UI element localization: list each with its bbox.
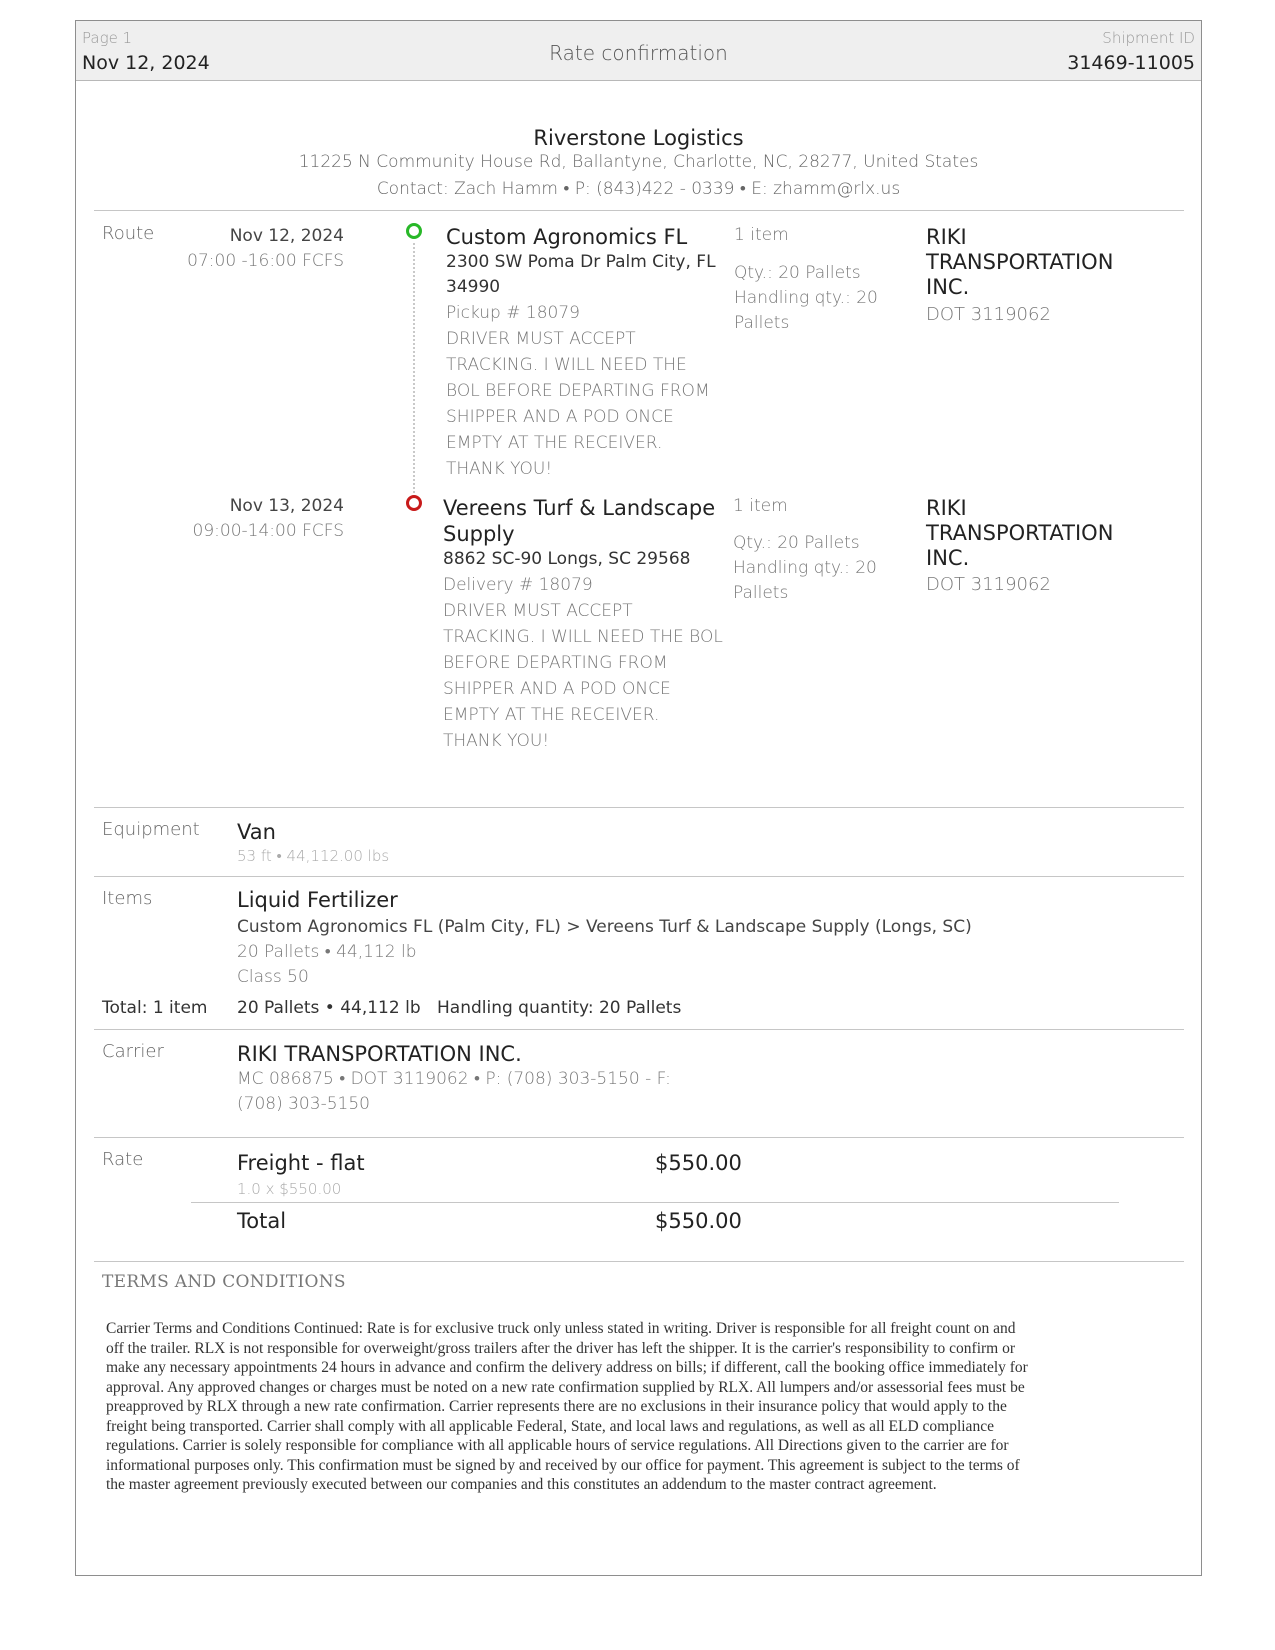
terms-heading: TERMS AND CONDITIONS [102, 1272, 346, 1292]
rate-line-calculation: 1.0 x $550.00 [237, 1180, 342, 1198]
terms-line: preapproved by RLX through a new rate confirmation. Carrier represents there are no exclusions in their insurance policy that would apply to the [106, 1398, 1007, 1415]
pickup-reference: Pickup # 18079 [446, 303, 580, 323]
carrier-line: INC. [926, 275, 970, 299]
document-title: Rate confirmation [549, 41, 728, 65]
terms-line: freight being transported. Carrier shall comply with all applicable Federal, State, and local laws and regulations, as well as all ELD compliance [106, 1417, 994, 1435]
note-line: DRIVER MUST ACCEPT [446, 329, 636, 349]
note-line: TRACKING. I WILL NEED THE BOL [443, 627, 723, 647]
terms-line: informational purposes only. This confirmation must be signed by and received by our office for payment. This agreement is subject to the terms of [106, 1456, 1020, 1474]
pickup-address-line: 2300 SW Poma Dr Palm City, FL [446, 252, 716, 272]
delivery-time: 09:00-14:00 FCFS [192, 521, 344, 541]
rate-line-name: Freight - flat [237, 1151, 365, 1175]
terms-line: approval. Any approved changes or charges must be noted on a new rate confirmation supplied by RLX. All lumpers and/or assessorial fees must be [106, 1378, 1025, 1396]
delivery-location-name [443, 495, 733, 547]
route-label: Route [102, 223, 155, 244]
carrier-name: RIKI TRANSPORTATION INC. [237, 1042, 522, 1066]
equipment-details: 53 ft • 44,112.00 lbs [237, 847, 390, 865]
items-total-handling: Handling quantity: 20 Pallets [437, 998, 682, 1018]
note-line: EMPTY AT THE RECEIVER. [443, 705, 660, 725]
note-line: EMPTY AT THE RECEIVER. [446, 433, 663, 453]
carrier-line: RIKI [926, 225, 967, 249]
shipment-id-value: 31469-11005 [1067, 52, 1195, 74]
rate-label: Rate [102, 1149, 144, 1170]
carrier-line: TRANSPORTATION [926, 521, 1114, 545]
note-line: SHIPPER AND A POD ONCE [446, 407, 674, 427]
note-line: BEFORE DEPARTING FROM [443, 653, 668, 673]
company-name: Riverstone Logistics [533, 126, 744, 150]
pickup-date: Nov 12, 2024 [229, 226, 344, 246]
qty-line: Pallets [733, 583, 789, 603]
delivery-carrier [926, 496, 1113, 571]
divider [94, 1137, 1184, 1138]
divider [94, 876, 1184, 877]
pickup-carrier-dot: DOT 3119062 [926, 304, 1051, 325]
divider [94, 1261, 1184, 1262]
rate-confirmation-document [75, 20, 1202, 1576]
item-class: Class 50 [237, 967, 309, 987]
pickup-location-name: Custom Agronomics FL [446, 225, 688, 249]
carrier-line: TRANSPORTATION [926, 250, 1114, 274]
pickup-stop-details [446, 225, 716, 482]
qty-line: Pallets [734, 313, 790, 333]
note-line: THANK YOU! [443, 731, 550, 751]
pickup-address-line: 34990 [446, 277, 501, 297]
terms-line: regulations. Carrier is solely responsible for compliance with all applicable hours of service regulations. All Directions given to the carrier are for [106, 1437, 1009, 1454]
location-name-line: Vereens Turf & Landscape [443, 496, 716, 520]
company-address: 11225 N Community House Rd, Ballantyne, Charlotte, NC, 28277, United States [298, 152, 979, 172]
document-date: Nov 12, 2024 [82, 52, 210, 74]
items-total-label: Total: 1 item [102, 998, 208, 1018]
qty-line: Qty.: 20 Pallets [734, 263, 861, 283]
items-total-summary: 20 Pallets • 44,112 lb [237, 998, 421, 1018]
note-line: THANK YOU! [446, 459, 553, 479]
equipment-type: Van [237, 820, 276, 844]
pickup-time: 07:00 -16:00 FCFS [187, 251, 344, 271]
pickup-notes [446, 326, 716, 482]
terms-line: Carrier Terms and Conditions Continued: Rate is for exclusive truck only unless stated in writing. Driver is responsible for all freight count on and [106, 1320, 1016, 1337]
carrier-contact-line: (708) 303-5150 [237, 1094, 370, 1114]
equipment-label: Equipment [102, 819, 200, 840]
items-label: Items [102, 888, 153, 909]
note-line: SHIPPER AND A POD ONCE [443, 679, 671, 699]
note-line: DRIVER MUST ACCEPT [443, 601, 633, 621]
rate-divider [191, 1202, 1119, 1203]
delivery-date: Nov 13, 2024 [229, 496, 344, 516]
shipment-id-label: Shipment ID [1102, 29, 1195, 47]
terms-line: off the trailer. RLX is not responsible for overweight/gross trailers after the driver has left the shipper. It is the carrier's responsibility to confirm or [106, 1339, 1016, 1357]
carrier-line: INC. [926, 546, 970, 570]
divider [94, 807, 1184, 808]
divider [94, 210, 1184, 211]
terms-line: make any necessary appointments 24 hours in advance and confirm the delivery address on bills; if different, call the booking office immediately for [106, 1359, 1028, 1376]
item-summary: 20 Pallets • 44,112 lb [237, 942, 417, 962]
terms-line: the master agreement previously executed between our companies and this constitutes an addendum to the master contract agreement. [106, 1476, 937, 1493]
delivery-address: 8862 SC-90 Longs, SC 29568 [443, 549, 691, 569]
rate-total-label: Total [237, 1209, 287, 1233]
note-line: BOL BEFORE DEPARTING FROM [446, 381, 710, 401]
carrier-line: RIKI [926, 496, 967, 520]
delivery-notes [443, 598, 733, 754]
rate-total-amount: $550.00 [655, 1209, 742, 1233]
item-name: Liquid Fertilizer [237, 888, 398, 912]
note-line: TRACKING. I WILL NEED THE [446, 355, 687, 375]
terms-body [106, 1319, 1116, 1495]
pickup-address [446, 250, 716, 300]
delivery-reference: Delivery # 18079 [443, 575, 593, 595]
company-contact: Contact: Zach Hamm • P: (843)422 - 0339 • E: zhamm@rlx.us [376, 179, 901, 199]
divider [94, 1029, 1184, 1030]
route-connector [413, 243, 415, 493]
pickup-carrier [926, 225, 1113, 300]
page-number-label: Page 1 [82, 29, 133, 47]
pickup-marker-icon [406, 223, 422, 239]
delivery-marker-icon [406, 495, 422, 511]
qty-line: Handling qty.: 20 [734, 288, 878, 308]
qty-line: Qty.: 20 Pallets [733, 533, 860, 553]
location-name-line: Supply [443, 522, 515, 546]
document-header [76, 21, 1201, 81]
delivery-carrier-dot: DOT 3119062 [926, 574, 1051, 595]
pickup-items-count: 1 item [734, 225, 789, 245]
delivery-quantity [733, 531, 877, 606]
item-lane: Custom Agronomics FL (Palm City, FL) > Vereens Turf & Landscape Supply (Longs, SC) [237, 917, 972, 937]
pickup-quantity [734, 261, 878, 336]
qty-line: Handling qty.: 20 [733, 558, 877, 578]
carrier-contact-line: MC 086875 • DOT 3119062 • P: (708) 303-5150 - F: [237, 1069, 671, 1089]
delivery-items-count: 1 item [733, 496, 788, 516]
rate-line-amount: $550.00 [655, 1151, 742, 1175]
delivery-stop-details [443, 495, 733, 754]
carrier-label: Carrier [102, 1041, 164, 1062]
